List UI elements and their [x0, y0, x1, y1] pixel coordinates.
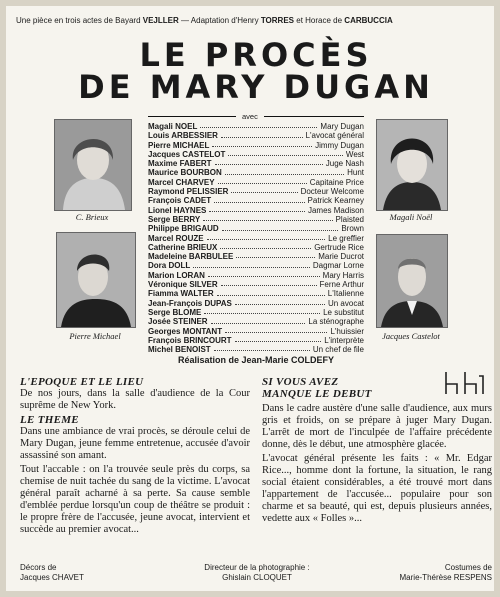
- cast-role: L'interprète: [324, 335, 364, 345]
- cast-role: Dagmar Lorne: [312, 261, 364, 271]
- cast-leader-dots: [221, 277, 317, 286]
- cast-actor: Maurice BOURBON: [148, 168, 222, 178]
- credit-decors: [20, 563, 84, 583]
- cast-actor: Lionel HAYNES: [148, 205, 207, 215]
- credit-and: et Horace de: [296, 16, 343, 25]
- cast-actor: François CADET: [148, 196, 212, 206]
- credit-photography: [182, 563, 332, 583]
- cast-actor: Georges MONTANT: [148, 326, 223, 336]
- cast-leader-dots: [218, 175, 307, 184]
- cast-actor: Maxime FABERT: [148, 159, 212, 169]
- paragraph-debut-1: Dans le cadre austère d'une salle d'audience, aux murs gris et froids, on se prépare à juger Mary Dugan. L'arrêt de mort de l'inculpée de l'affaire précédente donne, dès le début, une atmosphère glacée.: [262, 403, 492, 450]
- cast-header: avec: [242, 112, 258, 121]
- cast-actor: Louis ARBESSIER: [148, 131, 218, 141]
- heading-theme: LE THEME: [20, 414, 79, 426]
- cast-leader-dots: [203, 212, 332, 221]
- cast-role: James Madison: [307, 205, 364, 215]
- cast-leader-dots: [225, 165, 344, 174]
- costumes-label: Costumes de: [444, 563, 492, 572]
- cast-actor: Jacques CASTELOT: [148, 149, 226, 159]
- caption-top-right: Magali Noël: [389, 212, 433, 222]
- cast-role: Plaisted: [335, 214, 364, 224]
- cast-role: La sténographe: [308, 317, 364, 327]
- cast-role: Le greffier: [328, 233, 364, 243]
- cast-role: L'Italienne: [327, 289, 364, 299]
- cast-actor: Serge BLOME: [148, 307, 202, 317]
- cast-actor: Fiamma WALTER: [148, 289, 214, 299]
- cast-leader-dots: [220, 240, 311, 249]
- cast-leader-dots: [235, 333, 322, 342]
- cast-role: Le substitut: [323, 307, 364, 317]
- paragraph-theme-1: Dans une ambiance de vrai procès, se déroule celui de Mary Dugan, jeune femme entretenue, accusée d'avoir assassiné son amant.: [20, 426, 250, 461]
- credit-middle: — Adaptation d'Henry: [181, 16, 259, 25]
- credit-costumes: [366, 563, 492, 583]
- cast-leader-dots: [231, 184, 297, 193]
- costumes-name: Marie-Thérèse RESPENS: [399, 573, 492, 582]
- cast-leader-dots: [200, 119, 317, 128]
- title-line-2: DE MARY DUGAN: [78, 68, 434, 106]
- decors-label: Décors de: [20, 563, 57, 572]
- cast-role: Juge Nash: [325, 159, 364, 169]
- title-line-1: LE PROCÈS: [139, 36, 373, 74]
- cast-actor: Dora DOLL: [148, 261, 191, 271]
- chairs-icon: [443, 370, 485, 396]
- cast-row: [148, 345, 364, 354]
- cast-role: Capitaine Price: [309, 177, 364, 187]
- cast-actor: François BRINCOURT: [148, 335, 232, 345]
- cast-role: Mary Harris: [322, 270, 364, 280]
- paragraph-theme-2: Tout l'accable : on l'a trouvée seule près du corps, sa chemise de nuit tachée du sang de la victime. L'avocat général paraît acharné à sa perte. Sa cause semble d'emblée perdue lorsqu'un coup de théâtre se produit : le propre frère de l'accusée, jeune avocat, intervient et succède au premier avocat...: [20, 464, 250, 535]
- cast-role: L'huissier: [330, 326, 364, 336]
- cast-role: Un avocat: [327, 298, 364, 308]
- cast-rule-left: [148, 116, 236, 117]
- cast-leader-dots: [235, 296, 325, 305]
- photo-director-name: Ghislain CLOQUET: [222, 573, 292, 582]
- cast-leader-dots: [204, 305, 320, 314]
- cast-role: Docteur Welcome: [300, 187, 364, 197]
- cast-role: West: [345, 149, 364, 159]
- cast-actor: Marcel CHARVEY: [148, 177, 215, 187]
- right-column: [262, 376, 492, 527]
- cast-leader-dots: [221, 128, 303, 137]
- cast-actor: Marion LORAN: [148, 270, 205, 280]
- cast-actor: Marcel ROUZE: [148, 233, 204, 243]
- cast-actor: Catherine BRIEUX: [148, 242, 218, 252]
- cast-leader-dots: [193, 258, 310, 267]
- cast-role: Patrick Kearney: [307, 196, 364, 206]
- portrait-woman-icon: [377, 120, 447, 210]
- cast-leader-dots: [209, 203, 305, 212]
- heading-debut-1: SI VOUS AVEZ: [262, 376, 339, 388]
- caption-bottom-right: Jacques Castelot: [382, 331, 440, 341]
- cast-actor: Véronique SILVER: [148, 280, 218, 290]
- paragraph-epoque: De nos jours, dans la salle d'audience de la Cour suprême de New York.: [20, 388, 250, 411]
- portrait-woman-icon: [55, 120, 131, 210]
- cast-leader-dots: [214, 342, 310, 351]
- photo-pierre-michael: [56, 232, 136, 328]
- cast-role: Ferne Arthur: [319, 280, 364, 290]
- paragraph-debut-2: L'avocat général présente les faits : « Mr. Edgar Rice..., homme dont la fortune, la situation, le rang social étaient considérables, a été trouvé mort dans l'appartement de l'accusée... populaire pour son charme et sa beauté, qui est, depuis plusieurs années, vedette aux « Folles »...: [262, 453, 492, 524]
- cast-leader-dots: [217, 286, 325, 295]
- cast-leader-dots: [236, 249, 315, 258]
- cast-list: [148, 122, 364, 354]
- cast-role: L'avocat général: [305, 131, 364, 141]
- photo-jacques-castelot: [376, 234, 448, 328]
- cast-actor: Pierre MICHAEL: [148, 140, 210, 150]
- heading-epoque: L'EPOQUE ET LE LIEU: [20, 376, 144, 388]
- cast-leader-dots: [228, 147, 343, 156]
- cast-leader-dots: [222, 221, 339, 230]
- cast-role: Un chef de file: [312, 345, 364, 355]
- cast-leader-dots: [211, 314, 306, 323]
- cast-actor: Josée STEINER: [148, 317, 208, 327]
- photo-magali-noel: [376, 119, 448, 211]
- cast-leader-dots: [225, 324, 327, 333]
- credit-adapter-2: CARBUCCIA: [344, 16, 393, 25]
- cast-leader-dots: [215, 156, 323, 165]
- credit-prefix: Une pièce en trois actes de Bayard: [16, 16, 141, 25]
- cast-leader-dots: [214, 193, 304, 202]
- cast-actor: Michel BENOIST: [148, 345, 211, 355]
- credit-adapter-1: TORRES: [260, 16, 295, 25]
- cast-leader-dots: [207, 231, 326, 240]
- cast-role: Mary Dugan: [320, 122, 364, 131]
- caption-top-left: C. Brieux: [75, 212, 109, 222]
- photo-director-label: Directeur de la photographie :: [204, 563, 310, 572]
- cast-role: Gertrude Rice: [314, 242, 364, 252]
- cast-actor: Jean-François DUPAS: [148, 298, 232, 308]
- cast-leader-dots: [208, 268, 320, 277]
- decors-name: Jacques CHAVET: [20, 573, 84, 582]
- cast-rule-right: [264, 116, 364, 117]
- caption-bottom-left: Pierre Michael: [69, 331, 121, 341]
- cast-role: Hunt: [347, 168, 364, 178]
- photo-c-brieux: [54, 119, 132, 211]
- cast-actor: Philippe BRIGAUD: [148, 224, 219, 234]
- cast-role: Jimmy Dugan: [315, 140, 364, 150]
- cast-actor: Serge BERRY: [148, 214, 201, 224]
- cast-actor: Raymond PELISSIER: [148, 187, 229, 197]
- cast-leader-dots: [212, 138, 312, 147]
- cast-actor: Magali NOEL: [148, 122, 198, 131]
- credit-author: VEJLLER: [142, 16, 179, 25]
- director-credit: Réalisation de Jean-Marie COLDEFY: [177, 355, 335, 365]
- credit-line: [16, 16, 496, 25]
- heading-debut-2: MANQUE LE DEBUT: [262, 388, 372, 400]
- left-column: [20, 376, 250, 538]
- cast-role: Brown: [341, 224, 364, 234]
- cast-actor: Madeleine BARBULEE: [148, 252, 234, 262]
- portrait-man-icon: [377, 235, 447, 327]
- cast-role: Marie Ducrot: [318, 252, 364, 262]
- portrait-man-icon: [57, 233, 135, 327]
